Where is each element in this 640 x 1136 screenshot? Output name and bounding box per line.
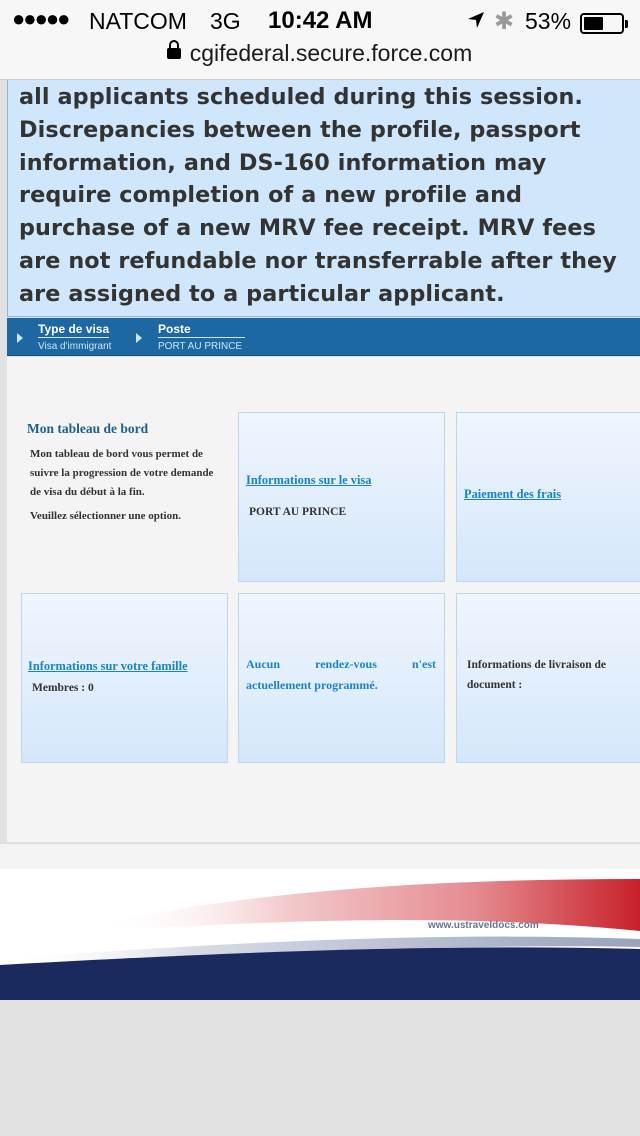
appointment-message: Aucun rendez-vous n'est actuellement programmé. [246,657,436,692]
post-label: Poste [158,322,245,338]
content-separator [0,843,640,869]
delivery-info: Informations de livraison de document : [467,659,606,691]
address-bar[interactable] [0,40,640,72]
fees-link[interactable]: Paiement des frais [464,487,562,501]
status-bar [0,4,640,38]
notice-panel [7,80,640,317]
flag-swoosh-graphic [0,869,640,1000]
url-text: cgifederal.secure.force.com [189,40,473,66]
visa-type-crumb [7,318,137,356]
family-tile[interactable] [21,593,228,763]
appointment-tile [238,593,445,763]
visa-info-link[interactable]: Informations sur le visa [246,473,372,487]
browser-chrome [0,0,640,80]
visa-summary-bar [7,318,640,356]
visa-type-label: Type de visa [38,322,110,336]
location-arrow-icon [466,10,486,30]
signal-strength-icon: ●●●●● [12,6,69,31]
visa-info-post: PORT AU PRINCE [249,506,347,518]
post-crumb [127,318,267,356]
notice-text: all applicants scheduled during this session. Discrepancies between the profile, passport information, and DS-160 information may require completion of a new profile and purchase of a new MRV fee receipt. MRV fees are not refundable nor transferrable after they are assigned to a particular applicant. [19,84,617,307]
footer-banner [0,869,640,1000]
battery-percentage: 53% [525,8,572,34]
delivery-tile [456,593,640,763]
chevron-right-icon [17,333,23,343]
dashboard-description: Mon tableau de bord vous permet de suivre la progression de votre demande de visa du début à la fin. [30,448,214,498]
bluetooth-icon: ✱ [494,8,515,35]
lock-icon [168,46,180,62]
dashboard-instruction: Veuillez sélectionner une option. [30,510,181,522]
family-members: Membres : 0 [32,682,94,694]
dashboard-intro [27,421,227,522]
fees-tile[interactable] [456,412,640,582]
footer-site-url: www.ustraveldocs.com [428,920,539,931]
chevron-right-icon [136,333,142,343]
carrier-name: NATCOM [89,8,187,34]
dashboard-title: Mon tableau de bord [27,421,149,436]
clock: 10:42 AM [268,7,373,34]
network-type: 3G [210,8,241,34]
battery-icon [580,13,624,34]
family-link[interactable]: Informations sur votre famille [28,659,188,673]
post-value: PORT AU PRINCE [158,341,243,352]
visa-type-value: Visa d'immigrant [38,341,112,352]
visa-info-tile[interactable] [238,412,445,582]
page-background [0,1000,640,1136]
